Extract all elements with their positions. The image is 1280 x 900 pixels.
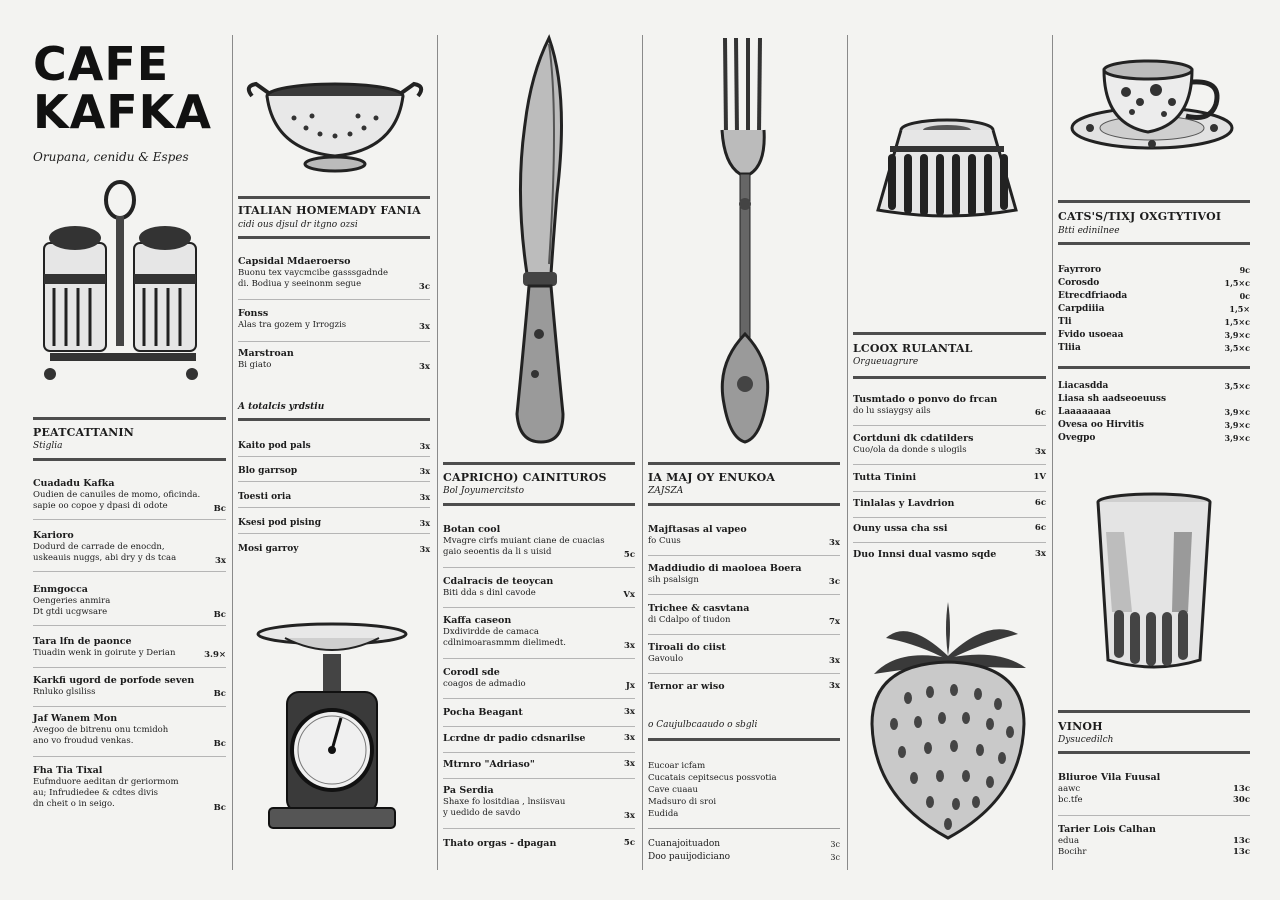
- section-title-wine: VINOH: [1058, 720, 1103, 733]
- item-name: Botan cool: [443, 524, 501, 535]
- jelly-mold-illustration: [868, 118, 1026, 220]
- title-line-1: CAFE: [33, 37, 170, 91]
- sub-heading-pizza: A totalcis yrdstiu: [238, 402, 325, 412]
- list-row: [648, 851, 840, 864]
- item-name: Cortduni dk cdatilders: [853, 433, 974, 444]
- drink-price: 3,9×c: [1224, 433, 1250, 443]
- item-desc: sapie oo copoe y dpasi di odote: [33, 501, 168, 511]
- wine-line: [1058, 847, 1250, 858]
- item-name: Duo Innsi dual vasmo sqde: [853, 549, 997, 560]
- item-price: 3x: [624, 733, 635, 743]
- separator: [853, 491, 1046, 492]
- section-title-desserts: LCOOX RULANTAL: [853, 342, 973, 355]
- menu-item: [443, 707, 635, 727]
- separator: [648, 555, 840, 556]
- item-price: 3x: [419, 362, 430, 372]
- item-desc: do lu ssiaygsy ails: [853, 406, 931, 416]
- item-price: 3x: [624, 641, 635, 651]
- separator: [33, 519, 226, 520]
- item-desc: coagos de admadio: [443, 679, 526, 689]
- rule: [33, 458, 226, 461]
- drink-name: Liacasdda: [1058, 381, 1109, 391]
- side-item: Madsuro di sroi: [648, 797, 717, 807]
- section-title-mains: IA MAJ OY ENUKOA: [648, 471, 776, 484]
- sub-heading-sides: o Caujulbcaaudo o sbgli: [648, 720, 758, 730]
- drink-row: [1058, 432, 1250, 445]
- item-desc: Alas tra gozem y Irrogzis: [238, 320, 347, 330]
- menu-item: [443, 576, 635, 608]
- list-row: [648, 838, 840, 851]
- rule: [238, 418, 430, 421]
- separator: [443, 607, 635, 608]
- separator: [443, 778, 635, 779]
- drink-price: 3,9×c: [1224, 407, 1250, 417]
- menu-item: [648, 563, 840, 595]
- drink-price: 3,5×c: [1224, 381, 1250, 391]
- drink-row: [1058, 303, 1250, 316]
- item-name: Jaf Wanem Mon: [33, 713, 118, 724]
- item-desc: Oudien de canuiles de momo, oficinda.: [33, 490, 201, 500]
- row-name: Doo pauijodiciano: [648, 852, 731, 862]
- wine-line-price: 30c: [1232, 795, 1250, 805]
- list-row: [238, 543, 430, 560]
- row-name: Kaito pod pals: [238, 441, 311, 451]
- separator: [648, 594, 840, 595]
- item-name: Fha Tia Tixal: [33, 765, 103, 776]
- item-name: Tara lfn de paonce: [33, 636, 132, 647]
- side-item: Cave cuaau: [648, 785, 698, 795]
- wine-line-price: 13c: [1232, 784, 1250, 794]
- item-name: Karioro: [33, 530, 74, 541]
- item-name: Tutta Tinini: [853, 472, 917, 483]
- section-subtitle-mains: ZAJSZA: [648, 486, 684, 496]
- item-desc: Dt gtdi ucgwsare: [33, 607, 108, 617]
- column-divider-5: [1052, 35, 1053, 870]
- separator: [853, 517, 1046, 518]
- item-name: Thato orgas - dpagan: [443, 838, 557, 849]
- drink-row: [1058, 406, 1250, 419]
- wine-line-label: aawc: [1058, 784, 1081, 794]
- item-price: 3.9×: [204, 650, 226, 660]
- section-title-starters: PEATCATTANIN: [33, 426, 135, 439]
- item-name: Trichee & casvtana: [648, 603, 750, 614]
- item-desc: Gavoulo: [648, 654, 684, 664]
- menu-item: [443, 524, 635, 568]
- row-price: 3c: [830, 840, 840, 849]
- drink-row: [1058, 277, 1250, 290]
- menu-item: [853, 523, 1046, 543]
- wine-line-label: Bocihr: [1058, 847, 1087, 857]
- drink-row: [1058, 419, 1250, 432]
- item-desc: Cuo/ola da donde s ulogils: [853, 445, 967, 455]
- item-price: Bc: [213, 610, 226, 620]
- row-price: 3x: [419, 518, 430, 528]
- cruet-set-illustration: [36, 178, 206, 383]
- item-desc: fo Cuus: [648, 536, 681, 546]
- drink-name: Tli: [1058, 317, 1072, 327]
- side-item: Eudida: [648, 809, 679, 819]
- wine-line-label: bc.tfe: [1058, 795, 1083, 805]
- item-price: Vx: [623, 590, 635, 600]
- title-line-2: KAFKA: [33, 85, 212, 139]
- menu-item: [648, 524, 840, 556]
- wine-item: [1058, 772, 1250, 816]
- side-item: Eucoar icfam: [648, 761, 706, 771]
- section-title-specials: CAPRICHO) CAINITUROS: [443, 471, 607, 484]
- fork-illustration: [710, 34, 780, 446]
- drink-name: Tliia: [1058, 343, 1081, 353]
- menu-item: [33, 478, 226, 520]
- row-price: 3x: [419, 466, 430, 476]
- item-price: 3c: [828, 577, 840, 587]
- separator: [238, 299, 430, 300]
- menu-item: [443, 838, 635, 854]
- drink-row: [1058, 290, 1250, 303]
- item-name: Maddiudio di maoloea Boera: [648, 563, 802, 574]
- kitchen-scale-illustration: [255, 622, 410, 834]
- drink-row: [1058, 316, 1250, 329]
- menu-item: [33, 584, 226, 626]
- item-price: 7x: [829, 617, 840, 627]
- wine-line-label: edua: [1058, 836, 1080, 846]
- drink-name: Ovesa oo Hirvitis: [1058, 420, 1144, 430]
- item-price: 6c: [1034, 523, 1046, 533]
- item-price: Jx: [625, 681, 635, 691]
- drink-price: 0c: [1239, 291, 1250, 301]
- item-name: Karkfi ugord de porfode seven: [33, 675, 195, 686]
- item-desc: Dodurd de carrade de enocdn,: [33, 542, 165, 552]
- menu-item: [443, 759, 635, 779]
- list-row: [238, 465, 430, 482]
- drink-price: 3,5×c: [1224, 343, 1250, 353]
- item-price: 5c: [623, 838, 635, 848]
- rule: [1058, 242, 1250, 245]
- separator: [33, 667, 226, 668]
- row-name: Ksesi pod pising: [238, 518, 321, 528]
- menu-item: [853, 498, 1046, 518]
- item-desc: di. Bodiua y seeinonm segue: [238, 279, 362, 289]
- separator: [443, 698, 635, 699]
- drink-price: 9c: [1239, 265, 1250, 275]
- drink-row: [1058, 393, 1250, 406]
- item-desc: Mvagre cirfs muiant ciane de cuacias: [443, 536, 605, 546]
- menu-item: [853, 433, 1046, 465]
- wine-line-price: 13c: [1232, 836, 1250, 846]
- menu-item: [853, 394, 1046, 426]
- rule: [238, 196, 430, 199]
- item-name: Lcrdne dr padio cdsnarilse: [443, 733, 586, 744]
- separator: [33, 706, 226, 707]
- row-name: Mosi garroy: [238, 544, 299, 554]
- rule: [33, 417, 226, 420]
- item-desc: Avegoo de bitrenu onu tcmidoh: [33, 725, 169, 735]
- wine-line: [1058, 836, 1250, 847]
- item-desc: Buonu tex vaycmcibe gasssgadnde: [238, 268, 389, 278]
- separator: [853, 542, 1046, 543]
- separator: [648, 828, 840, 829]
- sides-list: [648, 760, 840, 820]
- item-desc: Oengeries anmira: [33, 596, 111, 606]
- item-name: Mtrnro "Adriaso": [443, 759, 535, 770]
- wine-name: Bliuroe Vila Fuusal: [1058, 772, 1161, 783]
- item-price: 3x: [829, 538, 840, 548]
- item-price: 3x: [829, 681, 840, 691]
- separator: [443, 658, 635, 659]
- item-desc: uskeauis nuggs, abi dry y ds tcaa: [33, 553, 177, 563]
- rule: [648, 738, 840, 741]
- item-desc: au; Infrudiedee & cdtes divis: [33, 788, 159, 798]
- drink-price: 3,9×c: [1224, 420, 1250, 430]
- wine-line: [1058, 784, 1250, 795]
- menu-item: [648, 681, 840, 699]
- item-price: 3x: [1035, 549, 1046, 559]
- colander-illustration: [244, 78, 426, 178]
- drink-name: Ovegpo: [1058, 433, 1096, 443]
- rule: [648, 503, 840, 506]
- item-price: 3x: [829, 656, 840, 666]
- menu-item: [33, 530, 226, 572]
- item-price: Bc: [213, 504, 226, 514]
- item-desc: Bi giato: [238, 360, 272, 370]
- item-desc: Shaxe fo lositdiaa , lnsiisvau: [443, 797, 566, 807]
- item-desc: cdlnimoarasmmm dielimedt.: [443, 638, 567, 648]
- row-price: 3x: [419, 544, 430, 554]
- menu-item: [238, 256, 430, 300]
- item-name: Majftasas al vapeo: [648, 524, 747, 535]
- item-name: Kaffa caseon: [443, 615, 512, 626]
- menu-item: [443, 667, 635, 699]
- item-price: 3x: [624, 707, 635, 717]
- separator: [238, 341, 430, 342]
- menu-item: [238, 308, 430, 342]
- menu-item: [33, 636, 226, 668]
- strawberry-illustration: [868, 598, 1030, 842]
- item-desc: y uedido de savdo: [443, 808, 521, 818]
- section-subtitle-pasta: cidi ous djsul dr itgno ozsi: [238, 220, 358, 230]
- rule: [1058, 200, 1250, 203]
- drink-price: 1,5×: [1229, 304, 1250, 314]
- item-name: Enmgocca: [33, 584, 88, 595]
- column-divider-4: [847, 35, 848, 870]
- item-name: Pocha Beagant: [443, 707, 523, 718]
- item-name: Tusmtado o ponvo do frcan: [853, 394, 998, 405]
- drink-name: Corosdo: [1058, 278, 1100, 288]
- drink-price: 1,5×c: [1224, 317, 1250, 327]
- menu-item: [443, 733, 635, 753]
- section-subtitle-specials: Bol Joyumercitsto: [443, 486, 525, 496]
- item-price: 3x: [624, 759, 635, 769]
- item-name: Fonss: [238, 308, 269, 319]
- rule: [443, 503, 635, 506]
- item-price: 3x: [624, 811, 635, 821]
- row-name: Cuanajoituadon: [648, 839, 721, 849]
- drink-name: Liasa sh aadseoeuuss: [1058, 394, 1167, 404]
- drink-name: Fvido usoeaa: [1058, 330, 1124, 340]
- beverage-list: [1058, 380, 1250, 445]
- item-desc: sih psalsign: [648, 575, 699, 585]
- item-name: Tinlalas y Lavdrion: [853, 498, 955, 509]
- separator: [443, 726, 635, 727]
- row-name: Toesti oria: [238, 492, 292, 502]
- section-title-coffee: CATS'S/TIXJ OXGTYTIVOI: [1058, 210, 1222, 223]
- knife-illustration: [505, 34, 577, 446]
- item-name: Ternor ar wiso: [648, 681, 725, 692]
- item-desc: di Cdalpo of tiudon: [648, 615, 731, 625]
- rule: [853, 332, 1046, 335]
- item-desc: Rnluko glsiliss: [33, 687, 96, 697]
- rule: [1058, 751, 1250, 754]
- item-price: 3x: [215, 556, 226, 566]
- item-desc: Dxdivirdde de camaca: [443, 627, 539, 637]
- item-name: Marstroan: [238, 348, 294, 359]
- menu-item: [648, 603, 840, 635]
- wine-item: [1058, 824, 1250, 864]
- row-name: Blo garrsop: [238, 466, 298, 476]
- item-desc: Biti dda s dinl cavode: [443, 588, 536, 598]
- section-subtitle-wine: Dysucedilch: [1058, 735, 1114, 745]
- tagline: Orupana, cenidu & Espes: [33, 150, 189, 164]
- separator: [853, 464, 1046, 465]
- item-price: 3c: [418, 282, 430, 292]
- item-desc: gaio seoentis da li s uisid: [443, 547, 552, 557]
- row-price: 3c: [830, 853, 840, 862]
- drink-row: [1058, 342, 1250, 355]
- menu-item: [853, 472, 1046, 492]
- item-price: 6c: [1034, 498, 1046, 508]
- list-row: [238, 517, 430, 534]
- section-title-pasta: ITALIAN HOMEMADY FANIA: [238, 204, 421, 217]
- section-subtitle-coffee: Btti edinilnee: [1058, 226, 1120, 236]
- item-name: Capsidal Mdaeroerso: [238, 256, 351, 267]
- menu-item: [443, 615, 635, 659]
- separator: [443, 567, 635, 568]
- menu-item: [648, 642, 840, 674]
- cafe-title: [33, 37, 212, 139]
- drink-name: Laaaaaaaa: [1058, 407, 1111, 417]
- menu-item: [443, 785, 635, 829]
- separator: [443, 828, 635, 829]
- item-price: Bc: [213, 803, 226, 813]
- menu-item: [33, 713, 226, 757]
- separator: [648, 673, 840, 674]
- rule: [443, 462, 635, 465]
- separator: [33, 756, 226, 757]
- drink-name: Fayrroro: [1058, 265, 1102, 275]
- separator: [648, 634, 840, 635]
- item-name: Cdalracis de teoycan: [443, 576, 554, 587]
- column-divider-1: [232, 35, 233, 870]
- item-price: Bc: [213, 689, 226, 699]
- separator: [443, 752, 635, 753]
- item-desc: dn cheit o in seigo.: [33, 799, 115, 809]
- rule: [1058, 710, 1250, 713]
- drink-price: 1,5×c: [1224, 278, 1250, 288]
- column-divider-2: [437, 35, 438, 870]
- drink-row: [1058, 264, 1250, 277]
- drink-name: Etrecdfriaoda: [1058, 291, 1128, 301]
- wine-line: [1058, 795, 1250, 806]
- list-row: [238, 491, 430, 508]
- rule: [238, 236, 430, 239]
- coffee-list: [1058, 264, 1250, 355]
- rule: [853, 376, 1046, 379]
- section-subtitle-starters: Stiglia: [33, 441, 63, 451]
- separator: [33, 571, 226, 572]
- row-price: 3x: [419, 441, 430, 451]
- item-price: 3x: [1035, 447, 1046, 457]
- drink-row: [1058, 380, 1250, 393]
- teacup-illustration: [1068, 58, 1236, 166]
- wine-name: Tarier Lois Calhan: [1058, 824, 1156, 835]
- drink-row: [1058, 329, 1250, 342]
- menu-item: [238, 348, 430, 382]
- column-divider-3: [642, 35, 643, 870]
- menu-item: [33, 765, 226, 819]
- menu-item: [33, 675, 226, 707]
- drink-name: Carpdiiia: [1058, 304, 1105, 314]
- side-item: Cucatais cepitsecus possvotia: [648, 773, 777, 783]
- item-desc: Eufmduore aeditan dr geriormom: [33, 777, 179, 787]
- item-name: Cuadadu Kafka: [33, 478, 115, 489]
- item-price: 3x: [419, 322, 430, 332]
- section-subtitle-desserts: Orgueuagrure: [853, 357, 919, 367]
- item-desc: Tiuadin wenk in goirute y Derian: [33, 648, 176, 658]
- rule: [1058, 366, 1250, 369]
- menu-item: [853, 549, 1046, 565]
- item-name: Corodl sde: [443, 667, 500, 678]
- item-price: Bc: [213, 739, 226, 749]
- rule: [648, 462, 840, 465]
- item-name: Pa Serdia: [443, 785, 494, 796]
- separator: [853, 425, 1046, 426]
- glass-tumbler-illustration: [1096, 492, 1212, 674]
- row-price: 3x: [419, 492, 430, 502]
- separator: [1058, 815, 1250, 816]
- separator: [33, 625, 226, 626]
- list-row: [238, 440, 430, 457]
- drink-price: 3,9×c: [1224, 330, 1250, 340]
- item-price: 6c: [1034, 408, 1046, 418]
- item-name: Ouny ussa cha ssi: [853, 523, 948, 534]
- item-desc: ano vo froudud venkas.: [33, 736, 134, 746]
- item-price: 1V: [1033, 472, 1046, 482]
- item-price: 5c: [623, 550, 635, 560]
- item-name: Tiroali do ciist: [648, 642, 726, 653]
- wine-line-price: 13c: [1232, 847, 1250, 857]
